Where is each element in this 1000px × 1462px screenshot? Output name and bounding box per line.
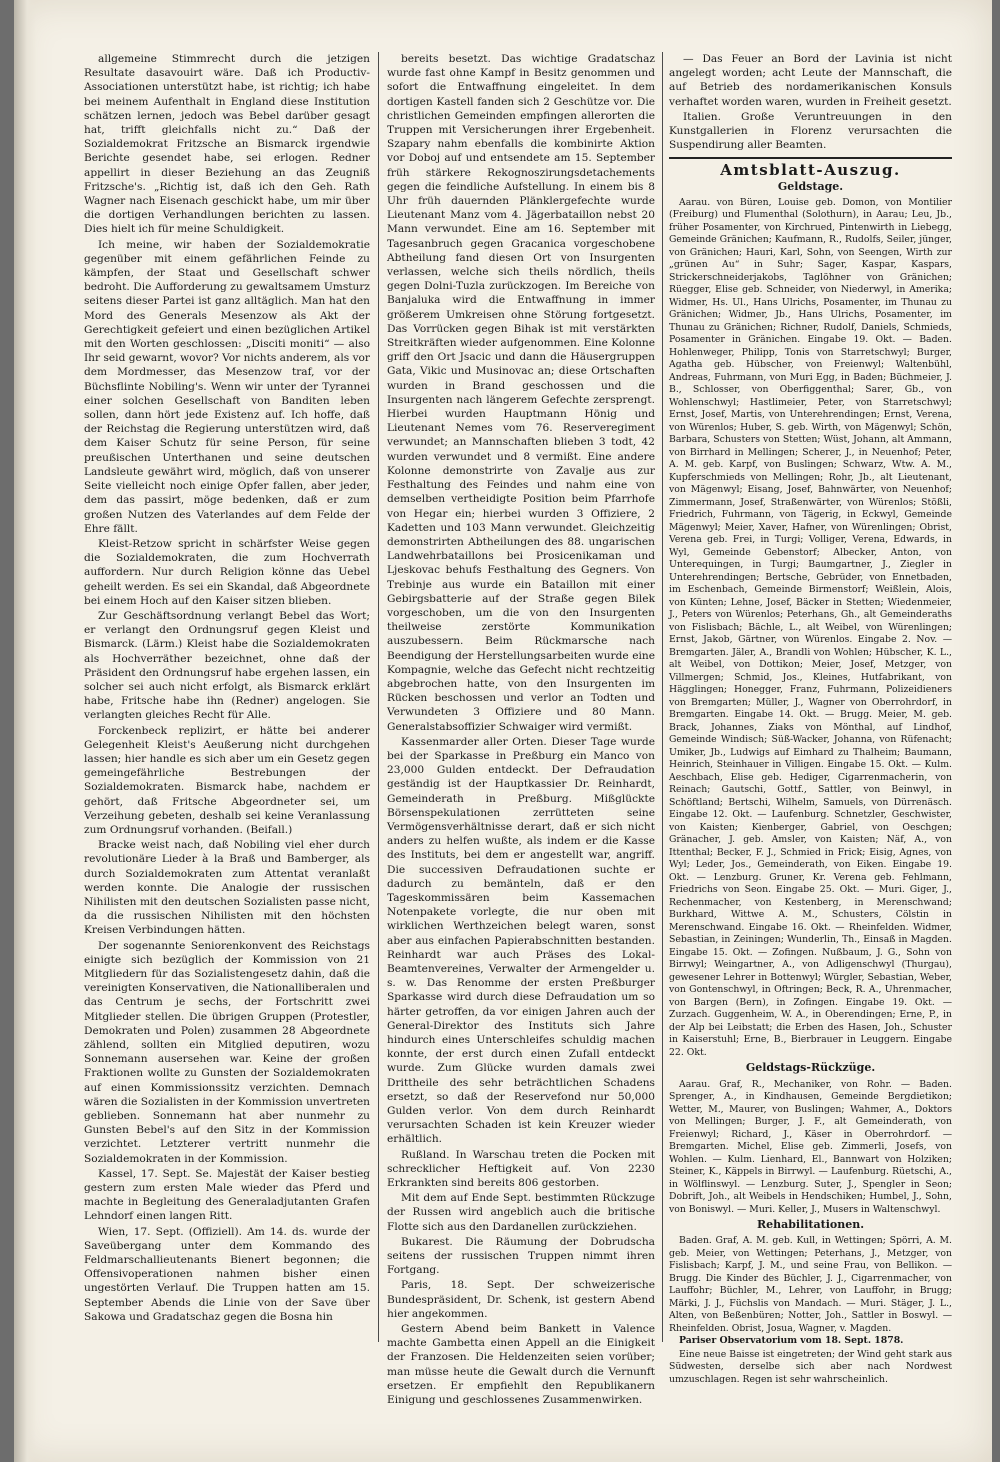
paragraph: Mit dem auf Ende Sept. bestimmten Rückzuge der Russen wird angeblich auch die britische Flotte sich aus den Dardanellen zurückziehen.: [387, 1192, 655, 1233]
paragraph: — Das Feuer an Bord der Lavinia ist nicht angelegt worden; acht Leute der Mannschaft, die auf Betrieb des nordamerikanischen Konsuls verhaftet worden waren, wurden in Freiheit gesetzt.: [669, 53, 952, 108]
newspaper-page: [14, 0, 992, 1462]
paragraph: Zur Geschäftsordnung verlangt Bebel das Wort; er verlangt den Ordnungsruf gegen Kleist und Bismarck. (Lärm.) Kleist habe die Sozialdemokraten als Hochverräther bezeichnet, ohne daß der Präsident den Ordnungsruf habe ergehen lassen, ein solcher sei auch nicht erfolgt, als Bismarck erklärt habe, Fritsche habe ihn (Redner) angelogen. Sie verlangten gleiches Recht für Alle.: [84, 609, 370, 722]
subsection-title: Rehabilitationen.: [756, 1218, 865, 1232]
geldstage-block: [669, 197, 952, 1060]
paragraph: Bracke weist nach, daß Nobiling viel eher durch revolutionäre Lieder à la Braß und Bamberger, als durch Sozialdemokraten zum Attentat veranlaßt werden konnte. Die Analogie der russischen Nihilisten mit den deutschen Sozialisten passe nicht, da die russischen Nihilisten mit den höchsten Kreisen Verbindungen hätten.: [84, 839, 370, 937]
observatory-title: Pariser Observatorium vom 18. Sept. 1878.: [679, 1335, 904, 1347]
binding-shadow: [14, 0, 36, 1462]
subsection-title: Geldstags-Rückzüge.: [745, 1061, 876, 1075]
paragraph: Gestern Abend beim Bankett in Valence machte Gambetta einen Appell an die Einigkeit der Franzosen. Die Heldenzeiten seien vorüber; man müsse heute die Gewalt durch die Vernunft ersetzen. Er empfiehlt den Republikanern Einigung und geschlossenes Zusammenwirken.: [387, 1323, 655, 1407]
column-2: [387, 52, 655, 1407]
paragraph: Forckenbeck replizirt, er hätte bei anderer Gelegenheit Kleist's Aeußerung nicht durchgehen lassen; hier handle es sich aber um ein Gesetz gegen gemeingefährliche Bestrebungen der Sozialdemokraten. Bismarck habe, nachdem er gehört, daß Fritsche Abgeordneter sei, um Verzeihung gebeten, deshalb sei keine Veranlassung zum Ordnungsruf vorhanden. (Beifall.): [84, 724, 370, 836]
paragraph: Rußland. In Warschau treten die Pocken mit schrecklicher Heftigkeit auf. Von 2230 Erkrankten sind bereits 806 gestorben.: [387, 1148, 655, 1190]
rueckzuege-block: [669, 1079, 952, 1217]
paragraph: Kassel, 17. Sept. Se. Majestät der Kaiser bestieg gestern zum ersten Male wieder das Pferd und machte in Begleitung des Generaladjutanten Grafen Lehndorf einen langen Ritt.: [84, 1167, 370, 1223]
paragraph: Italien. Große Veruntreuungen in den Kunstgallerien in Florenz verursachten die Suspendirung aller Beamten.: [669, 110, 952, 152]
subsection-title: Geldstage.: [777, 179, 844, 193]
column-divider: [378, 52, 379, 1342]
paragraph: Ich meine, wir haben der Sozialdemokratie gegenüber mit einem gefährlichen Feinde zu kämpfen, der Staat und Gesellschaft schwer bedroht. Die Aufforderung zu gewaltsamem Umsturz seitens dieser Partei ist ganz alltäglich. Man hat den Mord des Generals Mesenzow als Akt der Gerechtigkeit gefeiert und einen bezüglichen Artikel mit den Worten geschlossen: „Disciti moniti“ — also Ihr seid gewarnt, wovor? Vor nichts anderem, als vor dem Mordmesser, das Mesenzow traf, vor der Büchsflinte Nobiling's. Wenn wir unter der Tyrannei einer solchen Gesellschaft von Banditen leben sollen, dann hört jede Existenz auf. Ich hoffe, daß der Reichstag die Regierung unterstützen wird, daß dem Kaiser Schutz für seine Person, für seine preußischen Unterthanen und seine deutschen Landsleute gewährt wird, möglich, daß von unserer Seite vielleicht noch einige Opfer fallen, aber jeder, dem das passirt, möge bedenken, daß er zum großen Nutzen des Vaterlandes auf dem Felde der Ehre fällt.: [84, 238, 370, 535]
section-rule: [669, 157, 952, 159]
paragraph: Aarau. Graf, R., Mechaniker, von Rohr. — Baden. Sprenger, A., in Kindhausen, Gemeinde Bergdietikon; Wetter, M., Maurer, von Buslingen; Wahmer, A., Doktors von Mellingen; Burger, J. F., alt Gemeinderath, von Freienwyl; Richard, J., Käser in Oberrohrdorf. — Bremgarten. Michel, Elise geb. Zimmerli, Josefs, von Wohlen. — Kulm. Lienhard, El., Bannwart von Holziken; Steiner, K., Käppels in Birrwyl. — Laufenburg. Rüetschi, A., in Wölflinswyl. — Lenzburg. Suter, J., Spengler in Seon; Dobrift, Joh., alt Weibels in Hendschiken; Humbel, J., Sohn, von Boniswyl. — Muri. Keller, J., Musers in Waltenschwyl.: [669, 1078, 952, 1215]
paragraph: allgemeine Stimmrecht durch die jetzigen Resultate dasavouirt wäre. Daß ich Productiv-Associationen unterstützt habe, ist richtig; ich habe bei meinem Aufenthalt in England diese Institution schätzen lernen, jedoch was Bebel darüber gesagt hat, trifft gleichfalls nicht zu.“ Daß der Sozialdemokrat Fritzsche an Bismarck irgendwie Berichte gesendet habe, sei erlogen. Redner appellirt in dieser Beziehung an das Zeugniß Fritzsche's. „Richtig ist, daß ich den Geh. Rath Wagner nach Eisenach geschickt habe, um mir über die dortigen Verhandlungen berichten zu lassen. Dies hielt ich für meine Schuldigkeit.: [84, 53, 370, 236]
column-3: [669, 52, 952, 1385]
observatory-block: [669, 1335, 952, 1386]
paragraph: Paris, 18. Sept. Der schweizerische Bundespräsident, Dr. Schenk, ist gestern Abend hier angekommen.: [387, 1279, 655, 1320]
rehabilitation-block: [669, 1235, 952, 1335]
section-title: Amtsblatt-Auszug.: [720, 161, 901, 180]
paragraph: Wien, 17. Sept. (Offiziell). Am 14. ds. wurde der Saveübergang unter dem Kommando des Feldmarschallieutenants Bienert begonnen; die Offensivoperationen nahmen bisher einen ungestörten Verlauf. Die Truppen hatten am 15. September Abends die Linie von der Save über Sakowa und Gradatschaz gegen die Bosna hin: [84, 1225, 370, 1323]
paragraph: Kassenmarder aller Orten. Dieser Tage wurde bei der Sparkasse in Preßburg ein Manco von 23,000 Gulden entdeckt. Der Defraudation geständig ist der Hauptkassier Dr. Reinhardt, Gemeinderath in Preßburg. Mißglückte Börsenspekulationen zerrütteten seine Vermögensverhältnisse derart, daß er sich nicht anders zu helfen wußte, als indem er die Kasse des Instituts, bei dem er angestellt war, angriff. Die successiven Defraudationen suchte er dadurch zu bemänteln, daß er den Tageskommissären beim Kassemachen Notenpakete vorlegte, die nur oben mit wirklichen Werthzeichen belegt waren, sonst aber aus einfachen Papierabschnitten bestanden. Reinhardt war auch Präses des Lokal-Beamtenvereines, Verwalter der Armengelder u. s. w. Das Renomme der ersten Preßburger Sparkasse wird durch diese Defraudation um so härter getroffen, da vor einigen Jahren auch der General-Direktor des Instituts sich Jahre hindurch eines Unterschleifes schuldig machen konnte, der erst durch einen Zufall entdeckt wurde. Zum Glücke wurden damals zwei Drittheile des sehr beträchtlichen Schadens ersetzt, so daß der Reservefond nur 50,000 Gulden verlor. Von dem durch Reinhardt verursachten Schaden ist kein Kreuzer wieder erhältlich.: [387, 735, 655, 1146]
column-divider: [662, 52, 663, 1342]
paragraph: Der sogenannte Seniorenkonvent des Reichstags einigte sich bezüglich der Kommission von 21 Mitgliedern für das Sozialistengesetz dahin, daß die vereinigten Konservativen, die Nationalliberalen und das Centrum je sechs, der Fortschritt zwei Mitglieder stellen. Die übrigen Gruppen (Protestler, Demokraten und Polen) zusammen 28 Abgeordnete zählend, sollten ein Mitglied deputiren, wozu Sonnemann ausersehen war. Keine der großen Fraktionen wollte zu Gunsten der Sozialdemokraten auf einen Kommissionssitz verzichten. Demnach wären die Sozialisten in der Kommission unvertreten geblieben. Sonnemann hat aber nunmehr zu Gunsten Bebel's auf den Sitz in der Kommission verzichtet. Letzterer vertritt nunmehr die Sozialdemokraten in der Kommission.: [84, 939, 370, 1165]
paragraph: Bukarest. Die Räumung der Dobrudscha seitens der russischen Truppen nimmt ihren Fortgang.: [387, 1235, 655, 1277]
paragraph: Kleist-Retzow spricht in schärfster Weise gegen die Sozialdemokraten, die zum Hochverrath auffordern. Nur durch Religion könne das Uebel geheilt werden. Es sei ein Skandal, daß Abgeordnete bei einem Hoch auf den Kaiser sitzen blieben.: [84, 537, 370, 607]
column-1: [84, 52, 370, 1342]
paragraph: Aarau. von Büren, Louise geb. Domon, von Montilier (Freiburg) und Flumenthal (Solothurn), in Aarau; Leu, Jb., früher Posamenter, von Kirchrued, Pintenwirth in Liebegg, Gemeinde Gränichen; Kaufmann, R., Rudolfs, Seiler, jünger, von Gränichen; Hauri, Karl, Sohn, von Seengen, Wirth zur „grünen Au“ in Suhr; Sager, Kaspar, Kaspars, Strickerschneiderjakobs, Taglöhner von Gränichen; Rüegger, Elise geb. Schneider, von Niederwyl, in Amerika; Widmer, Hs. Ul., Hans Ulrichs, Posamenter, im Thunau zu Gränichen; Widmer, Jb., Hans Ulrichs, Posamenter, im Thunau zu Gränichen; Richner, Rudolf, Daniels, Schmieds, Posamenter in Gränichen. Eingabe 19. Okt. — Baden. Hohlenweger, Philipp, Tonis von Starretschwyl; Burger, Agatha geb. Hübscher, von Freienwyl; Waltenbühl, Andreas, Fuhrmann, von Muri Egg, in Baden; Büchmeier, J. B., Schlosser, von Oberfiggenthal; Sarer, Gb., von Wohlenschwyl; Hastlimeier, Peter, von Starretschwyl; Ernst, Josef, Martis, von Unterehrendingen; Ernst, Verena, von Würenlos; Huber, S. geb. Wirth, von Mägenwyl; Schön, Barbara, Schusters von Stetten; Wüst, Johann, alt Ammann, von Birrhard in Mellingen; Scherer, J., in Neuenhof; Peter, A. M. geb. Karpf, von Buslingen; Schwarz, Wtw. A. M., Kupferschmieds von Mellingen; Rohr, Jb., alt Lieutenant, von Mägenwyl; Eisang, Josef, Bahnwärter, von Neuenhof; Zimmermann, Josef, Straßenwärter, von Würenlos; Stößli, Friedrich, Fuhrmann, von Tägerig, in Eckwyl, Gemeinde Mägenwyl; Meier, Xaver, Hafner, von Würenlingen; Obrist, Verena geb. Frei, in Turgi; Volliger, Verena, Edwards, in Wyl, Gemeinde Gebenstorf; Albecker, Anton, von Unterequingen, in Turgi; Baumgartner, J., Ziegler in Unterehrendingen; Bertsche, Gebrüder, von Ennetbaden, im Eschenbach, Gemeinde Birmenstorf; Weißlein, Alois, von Künten; Lehne, Josef, Bäcker in Stetten; Wiedenmeier, J., Peters von Würenlos; Peterhans, Gh., alt Gemeinderaths von Fislisbach; Bächle, L., alt Weibel, von Würenlingen; Ernst, Jakob, Gärtner, von Würenlos. Eingabe 2. Nov. — Bremgarten. Jäler, A., Brandli von Wohlen; Hübscher, K. L., alt Weibel, von Dottikon; Meier, Josef, Metzger, von Villmergen; Schmid, Jos., Kleines, Hutfabrikant, von Hägglingen; Honegger, Franz, Fuhrmann, Polizeidieners von Bremgarten; Müller, J., Wagner von Oberrohrdorf, in Bremgarten. Eingabe 14. Okt. — Brugg. Meier, M. geb. Brack, Johannes, Ziaks von Mönthal, auf Lindhof, Gemeinde Windisch; Süß-Wacker, Johanna, von Rüfenacht; Umiker, Jb., Ludwigs auf Eimhard zu Thalheim; Baumann, Heinrich, Steinhauer in Villigen. Eingabe 15. Okt. — Kulm. Aeschbach, Elise geb. Hediger, Cigarrenmacherin, von Reinach; Gautschi, Gottf., Sattler, von Beinwyl, in Schöftland; Bertschi, Wilhelm, Samuels, von Dürrenäsch. Eingabe 12. Okt. — Laufenburg. Schnetzler, Geschwister, von Kaisten; Kienberger, Gabriel, von Oeschgen; Gränacher, J. geb. Amsler, von Kaisten; Näf, A., von Ittenthal; Becker, F. J., Schmied in Frick; Eisig, Agnes, von Wyl; Leder, Jos., Gemeinderath, von Eiken. Eingabe 19. Okt. — Lenzburg. Gruner, Kr. Verena geb. Fehlmann, Friedrichs von Seon. Eingabe 25. Okt. — Muri. Giger, J., Rechenmacher, von Kestenberg, in Merenschwand; Burkhard, Wittwe A. M., Schusters, Cölstin in Merenschwand. Eingabe 16. Okt. — Rheinfelden. Widmer, Sebastian, in Zeiningen; Wunderlin, Th., Einsaß in Magden. Eingabe 15. Okt. — Zofingen. Nußbaum, J. G., Sohn von Birrwyl; Weingartner, A., von Adligenschwyl (Thurgau), gewesener Lehrer in Bottenwyl; Würgler, Sebastian, Weber, von Gontenschwyl, in Oftringen; Beck, R. A., Uhrenmacher, von Bargen (Bern), in Zofingen. Eingabe 19. Okt. — Zurzach. Guggenheim, W. A., in Oberendingen; Erne, P., in der Alp bei Leibstatt; die Erben des Hasen, Joh., Schuster in Kaiserstuhl; Erne, B., Bierbrauer in Leuggern. Eingabe 22. Okt.: [669, 196, 952, 1058]
paragraph: Eine neue Baisse ist eingetreten; der Wind geht stark aus Südwesten, derselbe sich aber nach Nordwest umzuschlagen. Regen ist sehr wahrscheinlich.: [669, 1348, 952, 1385]
paragraph: Baden. Graf, A. M. geb. Kull, in Wettingen; Spörri, A. M. geb. Meier, von Wettingen; Peterhans, J., Metzger, von Fislisbach; Karpf, J. M., und seine Frau, von Bellikon. — Brugg. Die Kinder des Büchler, J. J., Cigarrenmacher, von Lauffohr; Büchler, M., Lehrer, von Lauffohr, in Brugg; Märki, J. J., Füchslis von Mandach. — Muri. Stäger, J. L., Alten, von Beßenbüren; Notter, Joh., Sattler in Boswyl. — Rheinfelden. Obrist, Josua, Wagner, v. Magden.: [669, 1235, 952, 1334]
paragraph: bereits besetzt. Das wichtige Gradatschaz wurde fast ohne Kampf in Besitz genommen und sofort die Entwaffnung eingeleitet. In dem dortigen Kastell fanden sich 2 Geschütze vor. Die christlichen Gemeinden empfingen allerorten die Truppen mit Versicherungen ihrer Ergebenheit. Szapary nahm ebenfalls die kombinirte Aktion vor Doboj auf und entsendete am 15. September früh stärkere Rekognoszirungsdetachements gegen die feindliche Aufstellung. In einem bis 8 Uhr früh dauernden Plänklergefechte wurde Lieutenant Manz vom 4. Jägerbataillon nebst 20 Mann verwundet. Eine am 16. September mit Tagesanbruch gegen Gracanica vorgeschobene Abtheilung fand diesen Ort von Insurgenten verlassen, welche sich theils nördlich, theils gegen Dolni-Tuzla zurückzogen. Im Bereiche von Banjaluka wird die Entwaffnung in immer größerem Umkreisen ohne Störung fortgesetzt. Das Vorrücken gegen Bihak ist mit verstärkten Streitkräften wieder aufgenommen. Eine Kolonne griff den Ort Jsacic und dann die Häusergruppen Gata, Vikic und Musinovac an; diese Ortschaften wurden in Brand geschossen und die Insurgenten nach längerem Gefechte zersprengt. Hierbei wurden Hauptmann Hönig und Lieutenant Nemes vom 76. Reserveregiment verwundet; an Mannschaften blieben 3 todt, 42 wurden verwundet und 8 vermißt. Eine andere Kolonne demonstrirte von Zavalje aus zur Festhaltung des Feindes und nahm eine von demselben vertheidigte Position beim Pfarrhofe von Hegar ein; hierbei wurden 3 Offiziere, 2 Kadetten und 103 Mann verwundet. Gleichzeitig demonstrirten Abtheilungen des 88. ungarischen Landwehrbataillons bei Prosicenikaman und Ljeskovac behufs Festhaltung des Gegners. Von Trebinje aus wurde ein Bataillon mit einer Gebirgsbatterie auf der Straße gegen Bilek vorgeschoben, um die von den Insurgenten theilweise zerstörte Kommunikation auszubessern. Beim Rückmarsche nach Beendigung der Herstellungsarbeiten wurde eine Kompagnie, welche das Gefecht nicht rechtzeitig abgebrochen hatte, von den Insurgenten im Rücken beschossen und verlor an Todten und Verwundeten 3 Offiziere und 80 Mann. Generalstabsoffizier Schwaiger wird vermißt.: [387, 53, 655, 733]
